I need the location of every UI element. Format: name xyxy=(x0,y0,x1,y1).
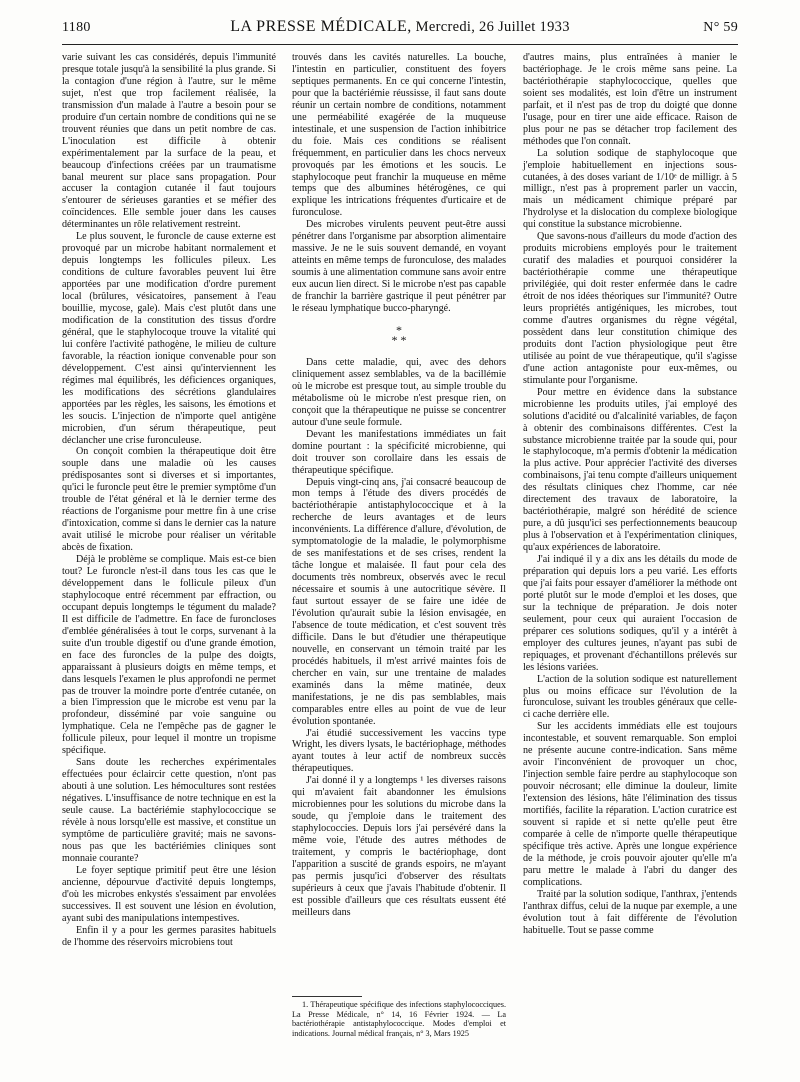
footnote: 1. Thérapeutique spécifique des infections staphylococciques. La Presse Médicale, n° 14, 16 Février 1924. — La bactériothérapie antistaphylococcique. Modes d'emploi et indications. Journal médical français, n° 3, Mars 1925 xyxy=(292,1000,506,1038)
paragraph: Dans cette maladie, qui, avec des dehors cliniquement assez semblables, va de la bacillémie où le microbe est presque tout, au simple trouble du métabolisme où le microbe n'est presque rien, on conçoit que la thérapeutique ne puisse se concentrer autour d'une seule formule. xyxy=(292,356,506,428)
paragraph: Déjà le problème se complique. Mais est-ce bien tout? Le furoncle n'est-il dans tous les cas que le développement dans le follicule pileux d'un staphylocoque entré récemment par effraction, ou occupant depuis longtemps le tégument du malade? Il est difficile de l'admettre. En face de furoncloses d'emblée généralisées à tout le corps, survenant à la suite d'un trouble digestif ou d'une grande émotion, en face des furoncles de la pulpe des doigts, apparaissant à plusieurs doigts en même temps, et dans lesquels l'examen le plus approfondi ne permet pas de trouver la moindre porte d'entrée cutanée, on a bien l'impression que le microbe est venu par la profondeur, disséminé par voie sanguine ou lymphatique. Cela ne l'empêche pas de gagner le follicule pileux, pour lequel il montre un tropisme spécifique. xyxy=(62,554,276,757)
paragraph: Depuis vingt-cinq ans, j'ai consacré beaucoup de mon temps à l'étude des divers procédés de bactériothérapie antistaphylococcique et à la recherche de leurs avantages et de leurs inconvénients. La différence d'allure, d'évolution, de symptomatologie de la maladie, le polymorphisme de ses manifestations et de ses crises, rendent la tâche longue et malaisée. Il faut pour cela des documents très nombreux, observés avec le recul nécessaire et soumis à une autocritique sévère. Il faut surtout essayer de se faire une idée de l'évolution qu'aurait subie la lésion envisagée, en l'absence de toute médication, et c'est souvent très difficile. Dans le but d'étudier une thérapeutique nouvelle, en conservant un témoin traité par les procédés habituels, il m'est arrivé maintes fois de chercher en vain, sur une trentaine de malades examinés dans la même matinée, deux manifestations, je ne dis pas semblables, mais comparables entre elles au point de vue de leur évolution spontanée. xyxy=(292,476,506,727)
issue-number: N° 59 xyxy=(703,20,738,35)
footnotes xyxy=(292,1000,506,1038)
paragraph: Enfin il y a pour les germes parasites habituels de l'homme des réservoirs microbiens tout xyxy=(62,924,276,948)
column-3 xyxy=(523,52,737,937)
paragraph: J'ai indiqué il y a dix ans les détails du mode de préparation qui depuis lors a peu varié. Les efforts que j'ai faits pour essayer d'améliorer la méthode ont porté plutôt sur le mode d'emploi et les doses, que sur la technique de préparation. Je dois noter seulement, pour ceux qui auraient l'occasion de préparer ces solutions sodiques, qu'il y a intérêt à employer des cultures jeunes, n'ayant pas subi de repiquages, et provenant d'échantillons prélevés sur les lésions variées. xyxy=(523,554,737,673)
asterisk-pair: * * xyxy=(391,332,407,347)
paragraph: Le plus souvent, le furoncle de cause externe est provoqué par un microbe habitant normalement et depuis longtemps les follicules pileux. Les conditions de culture favorables peuvent lui être apportées par une modification d'ordre purement local (brûlures, vésicatoires, pansement à l'eau bouillie, mycose, gale). Mais c'est plutôt dans une modification de la constitution des tissus d'ordre général, que le staphylocoque trouve la vitalité qui lui confère l'activité pathogène, le milieu de culture favorable, la réaction ionique convenable pour son développement. C'est ainsi qu'interviennent les régimes mal équilibrés, les déficiences organiques, les modifications des sécrétions glandulaires apportées par les règles, les saisons, les émotions et les soucis. L'injection de n'importe quel antigène microbien, d'un sérum thérapeutique, peut déclancher une crise furonculeuse. xyxy=(62,231,276,446)
paragraph: Sans doute les recherches expérimentales effectuées pour éclaircir cette question, n'ont pas abouti à une solution. Les hémocultures sont restées négatives. L'insuffisance de notre technique en est la seule cause. La bactériémie staphylococcique se révèle à nous lorsqu'elle est massive, et constitue un symptôme de particulière gravité; mais ne savons-nous pas que les bactériémies cliniques sont monnaie courante? xyxy=(62,757,276,864)
journal-name: LA PRESSE MÉDICALE, xyxy=(230,18,412,35)
paragraph: Devant les manifestations immédiates un fait domine pourtant : la spécificité microbienne, qui doit trouver son corollaire dans les essais de thérapeutique spécifique. xyxy=(292,428,506,476)
running-title xyxy=(62,18,738,36)
page-number: 1180 xyxy=(62,20,91,35)
issue-date: Mercredi, 26 Juillet 1933 xyxy=(415,19,570,35)
paragraph: trouvés dans les cavités naturelles. La bouche, l'intestin en particulier, constituent des foyers septiques permanents. En ce qui concerne l'intestin, pour que la bactériémie réussisse, il faut sans doute réunir un certain nombre de conditions, notamment une perméabilité exagérée de la muqueuse intestinale, et une suspension de l'action inhibitrice du foie. Mais ces conditions se réalisent fréquemment, en particulier dans les chocs nerveux provoqués par les émotions et les soucis. Le staphylocoque peut franchir la muqueuse en même temps que des albumines hétérogènes, ce qui explique les intrications fréquentes d'urticaire et de furonculose. xyxy=(292,52,506,219)
column-1 xyxy=(62,52,276,948)
paragraph: Sur les accidents immédiats elle est toujours incontestable, et souvent remarquable. Son emploi ne présente aucune contre-indication. Sans même avoir l'inconvénient de provoquer un choc, l'injection semble faire perdre au staphylocoque son pouvoir nécrosant; elle diminue la douleur, limite l'extension des lésions, hâte l'élimination des tissus mortifiés, facilite la réparation. L'action curatrice est souvent si rapide et si nette qu'elle peut être comparée à celle de n'importe quelle thérapeutique spécifique très active. Après une longue expérience de la méthode, je crois pouvoir ajouter qu'elle m'a paru mettre le malade à l'abri du danger des complications. xyxy=(523,721,737,888)
section-separator xyxy=(292,322,506,347)
paragraph: J'ai donné il y a longtemps ¹ les diverses raisons qui m'avaient fait abandonner les émulsions microbiennes pour les solutions du microbe dans la soude, qu j'emploie dans le traitement des staphylococcies. Depuis lors j'ai persévéré dans la même voie, l'étude des autres méthodes de traitement, y compris le bactériophage, dont l'apparition a suscité de grands espoirs, ne m'ayant pas permis jusqu'ici d'observer des résultats supérieurs à ceux que j'avais l'habitude d'obtenir. Il est possible d'ailleurs que ces résultats eussent été meilleurs dans xyxy=(292,775,506,918)
paragraph: varie suivant les cas considérés, depuis l'immunité presque totale jusqu'à la sensibilité la plus grande. Si la contagion d'une région à l'autre, sur le même sujet, n'est que trop facilement réalisée, la transmission d'un malade à l'autre a besoin pour se produire d'un certain nombre de conditions qui ne se trouvent réunies que dans un petit nombre de cas. L'inoculation est difficile à obtenir expérimentalement par la surface de la peau, et beaucoup d'infections créées par un traumatisme banal meurent sur place sans propagation. Pour accuser la contagion cutanée il faut toujours s'entourer de sérieuses garanties et se méfier des coïncidences. Elle semble jouer dans les causes déterminantes un rôle relativement restreint. xyxy=(62,52,276,231)
paragraph: J'ai étudié successivement les vaccins type Wright, les divers lysats, le bactériophage, méthodes ayant toutes à leur actif de nombreux succès thérapeutiques. xyxy=(292,727,506,775)
footnote-rule xyxy=(292,996,362,997)
column-2 xyxy=(292,52,506,919)
header-rule xyxy=(62,44,738,45)
paragraph: Pour mettre en évidence dans la substance microbienne les produits utiles, j'ai employé des solutions d'acidité ou d'alcalinité variables, de façon à obtenir des combinaisons différentes. C'est la substance microbienne traitée par la soude qui, pour le staphylocoque, m'a permis d'obtenir la médication la plus active. Pour apprécier l'activité des diverses combinaisons, j'ai tenu compte d'ailleurs uniquement des résultats cliniques chez l'homme, car née directement des travaux de laboratoire, la bactériothérapie, malgré son hérédité de science pure, a dû jusqu'ici ses perfectionnements beaucoup plus à l'observation et à l'expérimentation cliniques, qu'aux expériences de laboratoire. xyxy=(523,386,737,554)
paragraph: La solution sodique de staphylocoque que j'emploie habituellement en injections sous-cutanées, à des doses variant de 1/10ᵉ de milligr. à 5 milligr., n'est pas à proprement parler un vaccin, mais un médicament chimique préparé par l'hydrolyse et la dislocation du complexe biologique qui constitue la substance microbienne. xyxy=(523,147,737,231)
paragraph: Des microbes virulents peuvent peut-être aussi pénétrer dans l'organisme par absorption alimentaire massive. Je ne le suis souvent demandé, en voyant atteints en même temps de furonculose, des malades soumis à une alimentation commune sans avoir entre eux aucun lien direct. Si le microbe n'est pas capable de franchir la barrière gastrique il peut pénétrer par le réseau lymphatique bucco-pharyngé. xyxy=(292,219,506,315)
paragraph: Traité par la solution sodique, l'anthrax, j'entends l'anthrax diffus, celui de la nuque par exemple, a une évolution tout à fait différente de l'évolution habituelle. Tout se passe comme xyxy=(523,888,737,936)
paragraph: d'autres mains, plus entraînées à manier le bactériophage. Je le crois même sans peine. La bactériothérapie staphylococcique, quelles que soient ses modalités, est loin d'être un instrument parfait, et il n'est pas de trop du doigté que donne l'usage, pour en tirer une aide efficace. Raison de plus pour ne pas se détacher trop facilement des méthodes que l'on connaît. xyxy=(523,52,737,147)
paragraph: Le foyer septique primitif peut être une lésion ancienne, dépourvue d'activité depuis longtemps, d'où les microbes enkystés s'essaiment par envolées successives. Il est souvent une lésion en évolution, ayant subi des manipulations intempestives. xyxy=(62,864,276,924)
paragraph: L'action de la solution sodique est naturellement plus ou moins efficace sur l'évolution de la furonculose, suivant les troubles généraux que celle-ci cache derrière elle. xyxy=(523,673,737,721)
asterisk: * xyxy=(396,322,402,337)
paragraph: On conçoit combien la thérapeutique doit être souple dans une maladie où les causes prédisposantes sont si diverses et si importantes, qu'ici le furoncle peut être le premier symptôme d'un trouble de l'état général et là le dernier terme des réactions de l'organisme pour mettre fin à une crise d'intoxication, comme si dans le dernier cas la nature avait utilisé le microbe pour réaliser un véritable abcès de fixation. xyxy=(62,446,276,554)
page-header xyxy=(62,18,738,40)
paragraph: Que savons-nous d'ailleurs du mode d'action des produits microbiens employés pour le traitement curatif des maladies et pourquoi considérer la bactériothérapie comme une thérapeutique privilégiée, qui doit rester enfermée dans le cadre étroit de nos idées théoriques sur l'immunité? Outre leurs propriétés antigéniques, les microbes, tout comme d'autres organismes du règne végétal, possèdent dans leur constitution chimique des produits dont l'action physiologique peut être utilisée au point de vue thérapeutique, qu'il s'agisse d'une action antagoniste pour eux-mêmes, ou stimulante pour l'organisme. xyxy=(523,231,737,386)
